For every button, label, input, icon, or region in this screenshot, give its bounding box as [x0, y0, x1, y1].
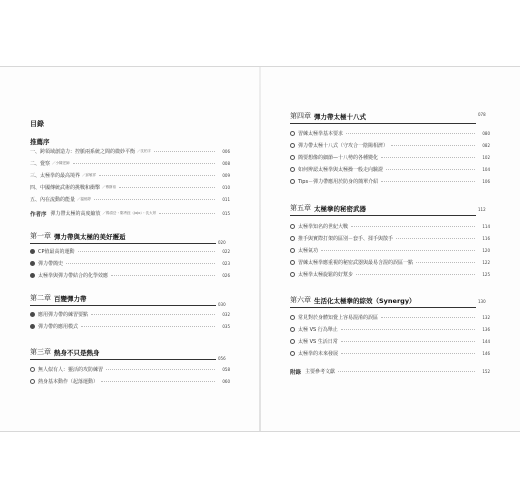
appendix-row: 附錄 主要參考文獻 152: [290, 369, 490, 376]
bullet-icon: [290, 327, 295, 332]
bullet-icon: [290, 339, 295, 344]
chapter-page: 130: [478, 299, 486, 304]
toc-heading: 目錄: [30, 120, 44, 128]
bullet-icon: [290, 236, 295, 241]
list-item: 簡要想像的細節—十八勢的各種變化 102: [290, 153, 490, 162]
list-item: 彈力帶的應用模式 035: [30, 322, 230, 331]
list-item: 太極拳與彈力帶結合的化學效應 026: [30, 271, 230, 280]
chapter-rule: [290, 123, 476, 124]
list-item: 應用彈力帶的練習要點 032: [30, 310, 230, 319]
chapter-page: 030: [218, 302, 226, 307]
chapter-page: 112: [478, 207, 486, 212]
preface-row: 四、 中國傳統武術的挑戰和衝擊 ／傅斯裕 010: [30, 185, 230, 191]
list-item: 推手與實際打架的區別－套手、揉手與散手 116: [290, 234, 490, 243]
list-item: 太極 VS 行為舉止 136: [290, 325, 490, 334]
bullet-icon: [290, 224, 295, 229]
bullet-icon: [290, 143, 295, 148]
bullet-icon: [30, 379, 35, 384]
preface-row: 三、 太極拳的最高境界 ／邱敏祥 009: [30, 173, 230, 179]
bullet-icon: [290, 155, 295, 160]
bullet-icon: [290, 260, 295, 265]
chapter-rule: [290, 307, 476, 308]
bullet-icon: [30, 261, 35, 266]
book-fold: [259, 67, 261, 431]
list-item: CP值最高的運動 022: [30, 247, 230, 256]
right-page: [290, 67, 490, 433]
bullet-icon: [290, 167, 295, 172]
preface-row: 五、 內在流動的能量 ／溫郁婷 011: [30, 197, 230, 203]
bullet-icon: [30, 367, 35, 372]
chapter-1-heading: 第一章 彈力帶與太極的美好邂逅: [30, 232, 126, 241]
bullet-icon: [290, 179, 295, 184]
list-item: 彈力帶太極十八式（守攻合一陰陽相濟） 082: [290, 141, 490, 150]
list-item: 無人似有人：靈活的攻防練習 058: [30, 365, 230, 374]
list-item: 常見對於身體知覺上容易混淆的誤區 132: [290, 313, 490, 322]
list-item: 習練太極拳基本要求 080: [290, 129, 490, 138]
preface-row: 二、 覺察 ／小陳老師 008: [30, 161, 230, 167]
chapter-rule: [30, 359, 216, 360]
list-item: 彈力帶簡史 023: [30, 259, 230, 268]
chapter-page: 056: [218, 356, 226, 361]
chapter-page: 020: [218, 240, 226, 245]
chapter-5-heading: 第五章 太極拳的秘密武器: [290, 204, 366, 213]
preface-heading: 推薦序: [30, 138, 50, 146]
list-item: 太極拳知名的世紀大戰 114: [290, 222, 490, 231]
chapter-2-heading: 第二章 百變彈力帶: [30, 294, 87, 303]
list-item: 熱身基本動作（起落運動） 060: [30, 377, 230, 386]
chapter-rule: [30, 305, 216, 306]
book-spread: [0, 66, 520, 432]
left-page: [30, 67, 230, 433]
list-item: 太極拳的未來發展 146: [290, 349, 490, 358]
chapter-page: 078: [478, 112, 486, 117]
bullet-icon: [30, 273, 35, 278]
chapter-rule: [290, 215, 476, 216]
bullet-icon: [290, 315, 295, 320]
bullet-icon: [290, 351, 295, 356]
bullet-icon: [30, 312, 35, 317]
preface-row: 一、 跨領域創造力：控脈兩系統之間的微妙平衡 ／沈柏宇 006: [30, 149, 230, 155]
bullet-icon: [290, 248, 295, 253]
author-preface-row: 作者序 彈力帶太極的高度縮放 ／楊清岳・鄭秀鈺（JoJo）・沈大昂 015: [30, 211, 230, 218]
bullet-icon: [30, 324, 35, 329]
list-item: Tips－彈力帶應用於防身的簡單介紹 106: [290, 177, 490, 186]
list-item: 習練太極拳應重視的秘密武器與最易含混的誤區一點 122: [290, 258, 490, 267]
bullet-icon: [290, 272, 295, 277]
list-item: 太極氣功 120: [290, 246, 490, 255]
chapter-3-heading: 第三章 熱身不只是熱身: [30, 348, 100, 357]
chapter-6-heading: 第六章 生活化太極拳的綜效（Synergy）: [290, 296, 416, 305]
list-item: 太極拳太極旋鬆的好幫步 125: [290, 270, 490, 279]
chapter-4-heading: 第四章 彈力帶太極十八式: [290, 112, 366, 121]
bullet-icon: [30, 249, 35, 254]
list-item: 太極 VS 生活日常 144: [290, 337, 490, 346]
chapter-rule: [30, 243, 216, 244]
bullet-icon: [290, 131, 295, 136]
list-item: 如何辨認太極拳與太極操一般走向驗證 104: [290, 165, 490, 174]
